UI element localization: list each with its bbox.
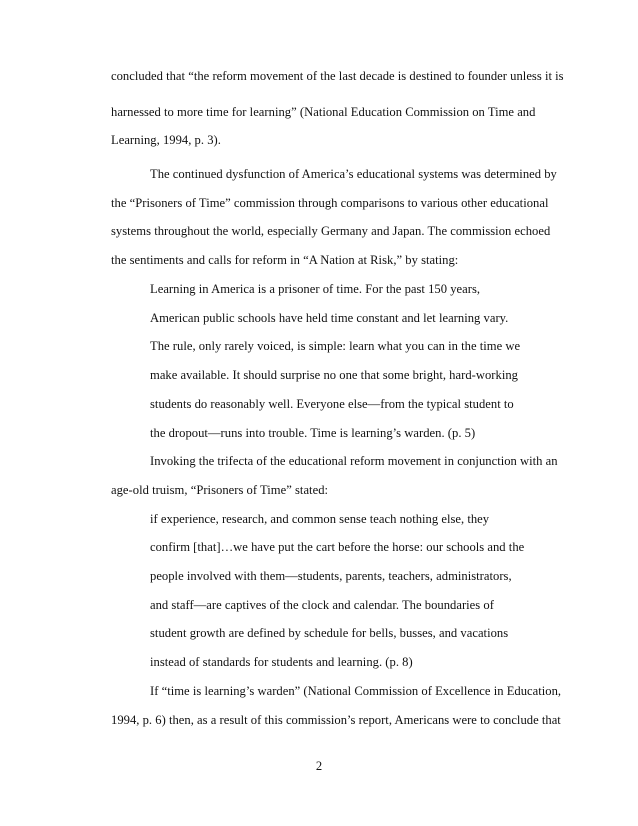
body-text-line: concluded that “the reform movement of the last decade is destined to founder unless it is [111, 69, 564, 83]
body-text-line: 1994, p. 6) then, as a result of this commission’s report, Americans were to conclude that [111, 713, 561, 727]
body-text-line: Learning, 1994, p. 3). [111, 133, 221, 147]
body-text-line: age-old truism, “Prisoners of Time” stated: [111, 483, 329, 497]
block-quote-line: Learning in America is a prisoner of time. For the past 150 years, [150, 282, 481, 296]
page-number: 2 [315, 759, 323, 773]
block-quote-line: if experience, research, and common sense teach nothing else, they [150, 512, 490, 526]
paragraph-first-line: Invoking the trifecta of the educational reform movement in conjunction with an [150, 454, 558, 468]
block-quote-line: people involved with them—students, parents, teachers, administrators, [150, 569, 512, 583]
block-quote-line: students do reasonably well. Everyone else—from the typical student to [150, 397, 514, 411]
block-quote-line: make available. It should surprise no one that some bright, hard-working [150, 368, 518, 382]
block-quote-line: student growth are defined by schedule for bells, busses, and vacations [150, 626, 509, 640]
block-quote-line: American public schools have held time constant and let learning vary. [150, 311, 509, 325]
body-text-line: systems throughout the world, especially Germany and Japan. The commission echoed [111, 224, 551, 238]
body-text-line: the “Prisoners of Time” commission through comparisons to various other educational [111, 196, 549, 210]
body-text-line: harnessed to more time for learning” (National Education Commission on Time and [111, 105, 536, 119]
block-quote-line: instead of standards for students and learning. (p. 8) [150, 655, 413, 669]
block-quote-line: confirm [that]…we have put the cart before the horse: our schools and the [150, 540, 525, 554]
block-quote-line: The rule, only rarely voiced, is simple: learn what you can in the time we [150, 339, 521, 353]
block-quote-line: the dropout—runs into trouble. Time is learning’s warden. (p. 5) [150, 426, 476, 440]
paragraph-first-line: If “time is learning’s warden” (National Commission of Excellence in Education, [150, 684, 562, 698]
block-quote-line: and staff—are captives of the clock and calendar. The boundaries of [150, 598, 494, 612]
body-text-line: the sentiments and calls for reform in “A Nation at Risk,” by stating: [111, 253, 459, 267]
paragraph-first-line: The continued dysfunction of America’s educational systems was determined by [150, 167, 557, 181]
